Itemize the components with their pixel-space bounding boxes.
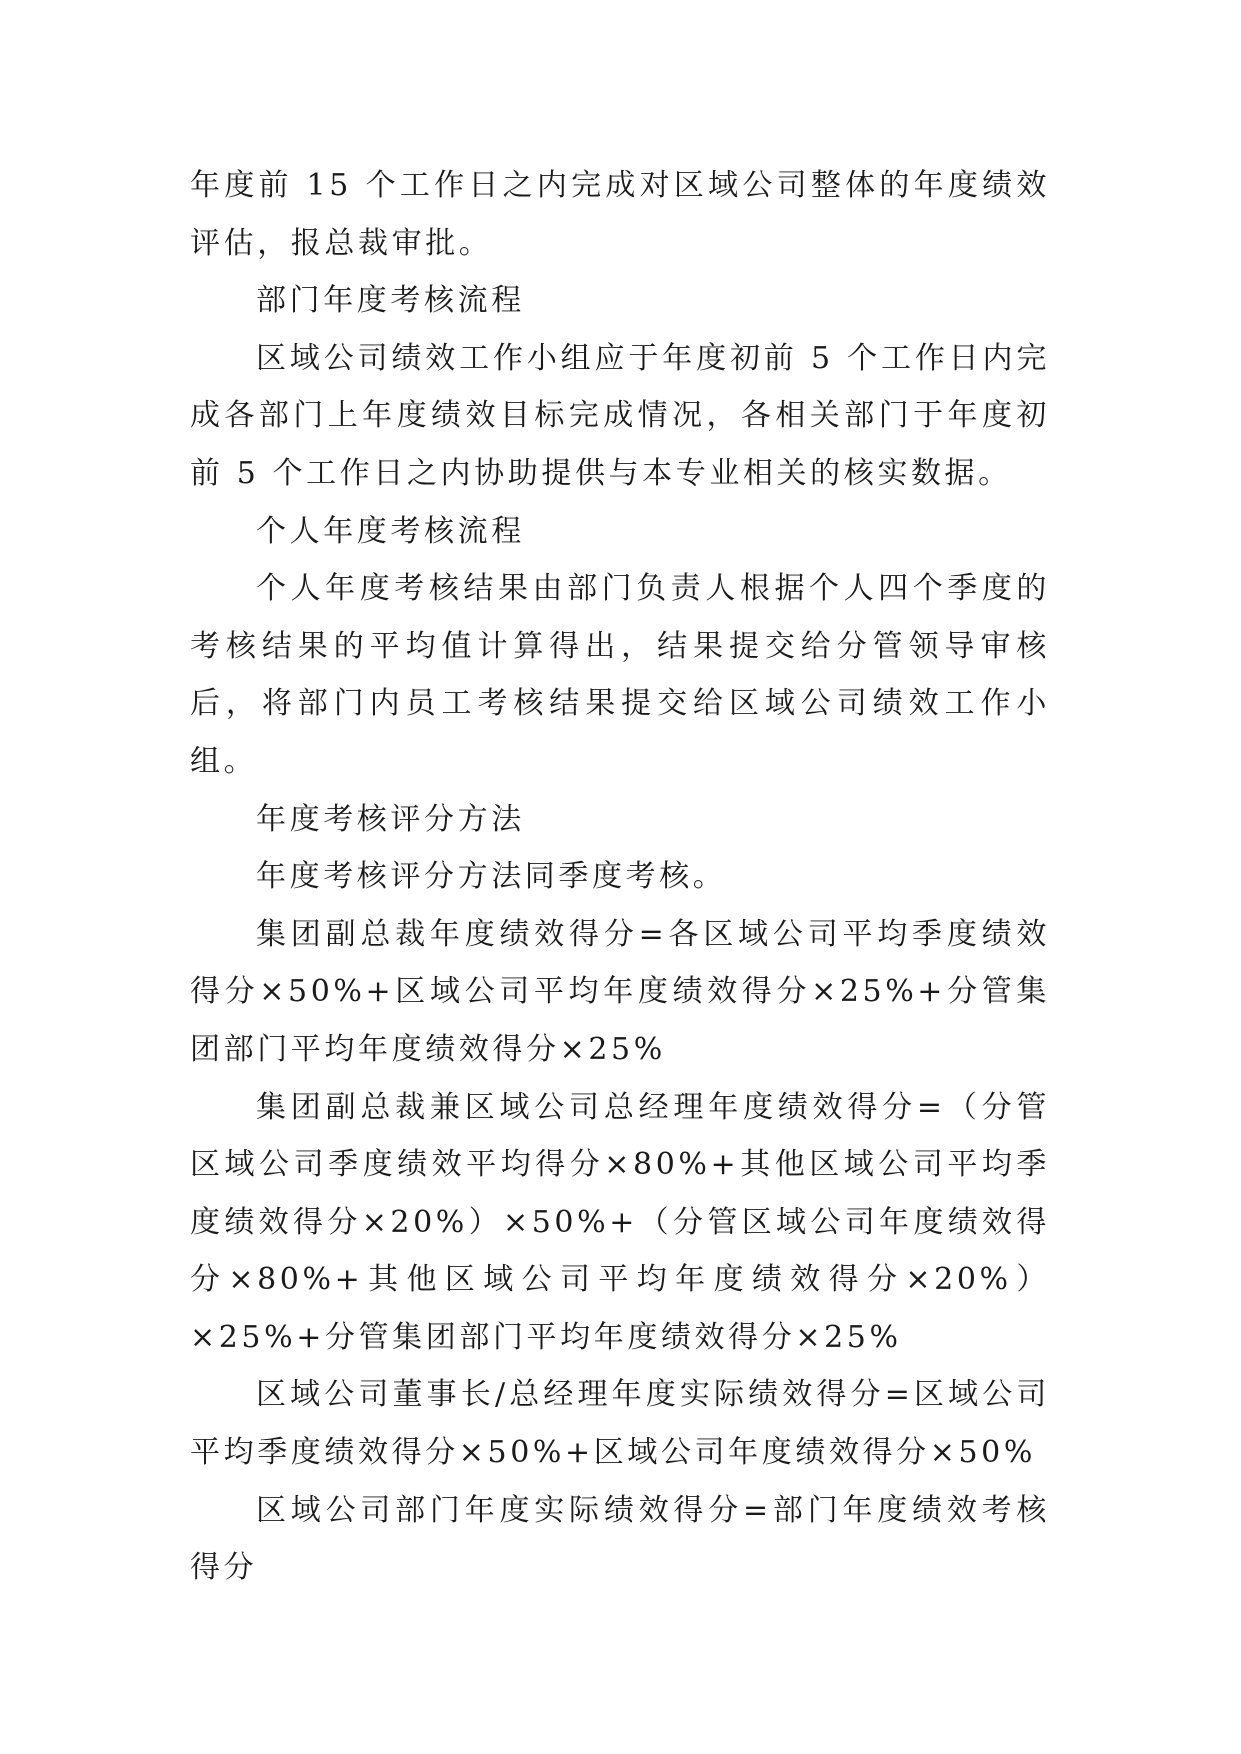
paragraph-individual-process: 个人年度考核结果由部门负责人根据个人四个季度的考核结果的平均值计算得出，结果提交给分管领导审核后，将部门内员工考核结果提交给区域公司绩效工作小组。 <box>190 571 1050 779</box>
paragraph-scoring-method: 年度考核评分方法同季度考核。 <box>256 859 727 895</box>
document-body <box>190 157 1050 1597</box>
formula-group-vp-regional-gm: 集团副总裁兼区域公司总经理年度绩效得分=（分管区域公司季度绩效平均得分×80%+其他区域公司平均季度绩效得分×20%）×50%+（分管区域公司年度绩效得分×80%+其他区域公司平均年度绩效得分×20%）×25%+分管集团部门平均年度绩效得分×25% <box>190 1089 1050 1355</box>
heading-department-annual-review: 部门年度考核流程 <box>256 283 525 319</box>
formula-group-vp: 集团副总裁年度绩效得分=各区域公司平均季度绩效得分×50%+区域公司平均年度绩效得分×25%+分管集团部门平均年度绩效得分×25% <box>190 916 1050 1067</box>
formula-regional-department: 区域公司部门年度实际绩效得分=部门年度绩效考核得分 <box>190 1492 1050 1586</box>
paragraph-continuation: 年度前 15 个工作日之内完成对区域公司整体的年度绩效评估，报总裁审批。 <box>190 168 1050 261</box>
formula-regional-chairman: 区域公司董事长/总经理年度实际绩效得分=区域公司平均季度绩效得分×50%+区域公司年度绩效得分×50% <box>190 1377 1050 1471</box>
paragraph-department-process: 区域公司绩效工作小组应于年度初前 5 个工作日内完成各部门上年度绩效目标完成情况，各相关部门于年度初前 5 个工作日之内协助提供与本专业相关的核实数据。 <box>190 340 1050 491</box>
heading-individual-annual-review: 个人年度考核流程 <box>256 513 525 549</box>
heading-scoring-method: 年度考核评分方法 <box>256 801 525 837</box>
